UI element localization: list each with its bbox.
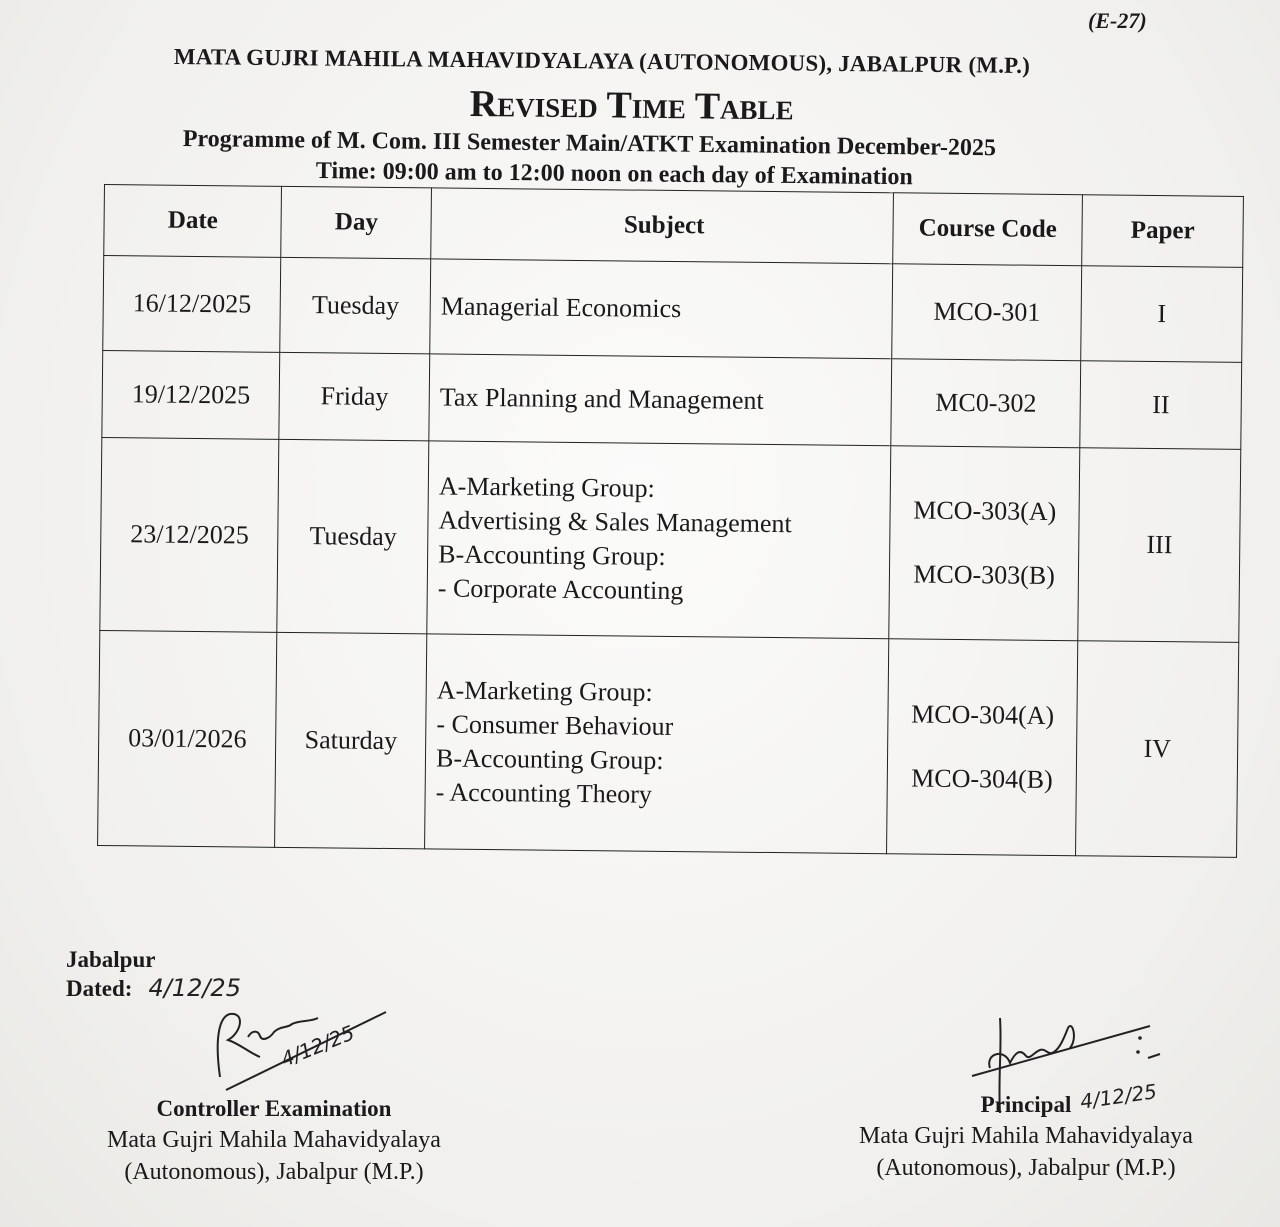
table-header-row: [104, 185, 1244, 268]
exam-time-line: Time: 09:00 am to 12:00 noon on each day of Examination: [315, 158, 913, 191]
cell-subject: [430, 259, 893, 359]
spacer: [889, 731, 1075, 763]
reference-code: (E-27): [1088, 8, 1147, 33]
controller-block: [84, 1094, 464, 1188]
cell-subject: [427, 441, 891, 639]
timetable: [97, 184, 1244, 858]
cell-course-code: [891, 359, 1081, 448]
programme-line: Programme of M. Com. III Semester Main/ATKT Examination December-2025: [182, 126, 997, 162]
controller-signature-icon: [200, 1002, 400, 1092]
subject-line: Tax Planning and Management: [439, 382, 764, 415]
cell-date: 03/01/2026: [98, 630, 278, 847]
dated-value-handwritten: 4/12/25: [148, 974, 241, 1002]
cell-paper: I: [1081, 266, 1243, 363]
cell-course-code: [892, 264, 1082, 361]
subject-line: B-Accounting Group:: [438, 539, 666, 571]
course-code: MCO-304(A): [911, 699, 1055, 730]
cell-date: 23/12/2025: [100, 437, 279, 632]
institution-name: MATA GUJRI MAHILA MAHAVIDYALAYA (AUTONOMOUS), JABALPUR (M.P.): [173, 44, 1031, 78]
course-code: MCO-304(B): [911, 763, 1053, 794]
dated-label: Dated:: [66, 976, 133, 1001]
header-course-code: Course Code: [893, 193, 1083, 266]
cell-subject: [425, 634, 889, 854]
principal-line-1: Mata Gujri Mahila Mahavidyalaya: [859, 1123, 1193, 1149]
cell-paper: III: [1078, 448, 1241, 643]
principal-title: Principal: [980, 1092, 1072, 1117]
principal-block: [836, 1090, 1216, 1184]
subject-line: Advertising & Sales Management: [438, 505, 792, 539]
subject-line: - Accounting Theory: [435, 777, 653, 809]
table-row: [98, 630, 1239, 857]
subject-line: B-Accounting Group:: [435, 743, 664, 775]
cell-day: Tuesday: [280, 257, 431, 354]
cell-paper: IV: [1076, 641, 1239, 858]
dated-row: [66, 974, 241, 1002]
cell-day: Saturday: [275, 632, 427, 849]
cell-paper: II: [1080, 361, 1242, 450]
table-row: [103, 256, 1243, 363]
course-code: MCO-303(A): [913, 495, 1057, 526]
course-code: MCO-303(B): [913, 559, 1056, 590]
cell-subject: [429, 354, 892, 446]
header-day: Day: [281, 186, 431, 259]
cell-course-code: [889, 446, 1080, 641]
cell-date: 16/12/2025: [103, 256, 281, 353]
cell-date: 19/12/2025: [102, 350, 280, 439]
principal-line-2: (Autonomous), Jabalpur (M.P.): [876, 1155, 1176, 1181]
controller-line-2: (Autonomous), Jabalpur (M.P.): [124, 1159, 424, 1185]
place-and-date: [66, 946, 241, 1002]
controller-title: Controller Examination: [156, 1096, 392, 1121]
subject-line: - Corporate Accounting: [437, 573, 684, 606]
course-code: MCO-301: [933, 296, 1041, 327]
subject-line: A-Marketing Group:: [436, 675, 653, 707]
place-label: Jabalpur: [66, 947, 156, 972]
cell-day: Friday: [279, 352, 430, 441]
header-paper: Paper: [1082, 195, 1243, 268]
header-date: Date: [104, 185, 282, 258]
course-code: MC0-302: [935, 387, 1037, 418]
header-subject: Subject: [431, 188, 894, 264]
subject-line: A-Marketing Group:: [438, 471, 656, 503]
cell-course-code: [887, 639, 1078, 856]
controller-line-1: Mata Gujri Mahila Mahavidyalaya: [107, 1127, 441, 1153]
table-row: [100, 437, 1241, 642]
subject-line: Managerial Economics: [440, 291, 682, 324]
spacer: [891, 527, 1077, 559]
controller-sign-date: 4/12/25: [277, 1020, 358, 1072]
document-title: Revised Time Table: [469, 82, 794, 129]
principal-sign-date: 4/12/25: [1078, 1079, 1159, 1114]
cell-day: Tuesday: [277, 439, 429, 634]
table-row: [102, 350, 1242, 449]
timetable-container: [97, 184, 1244, 858]
subject-line: - Consumer Behaviour: [436, 709, 674, 741]
